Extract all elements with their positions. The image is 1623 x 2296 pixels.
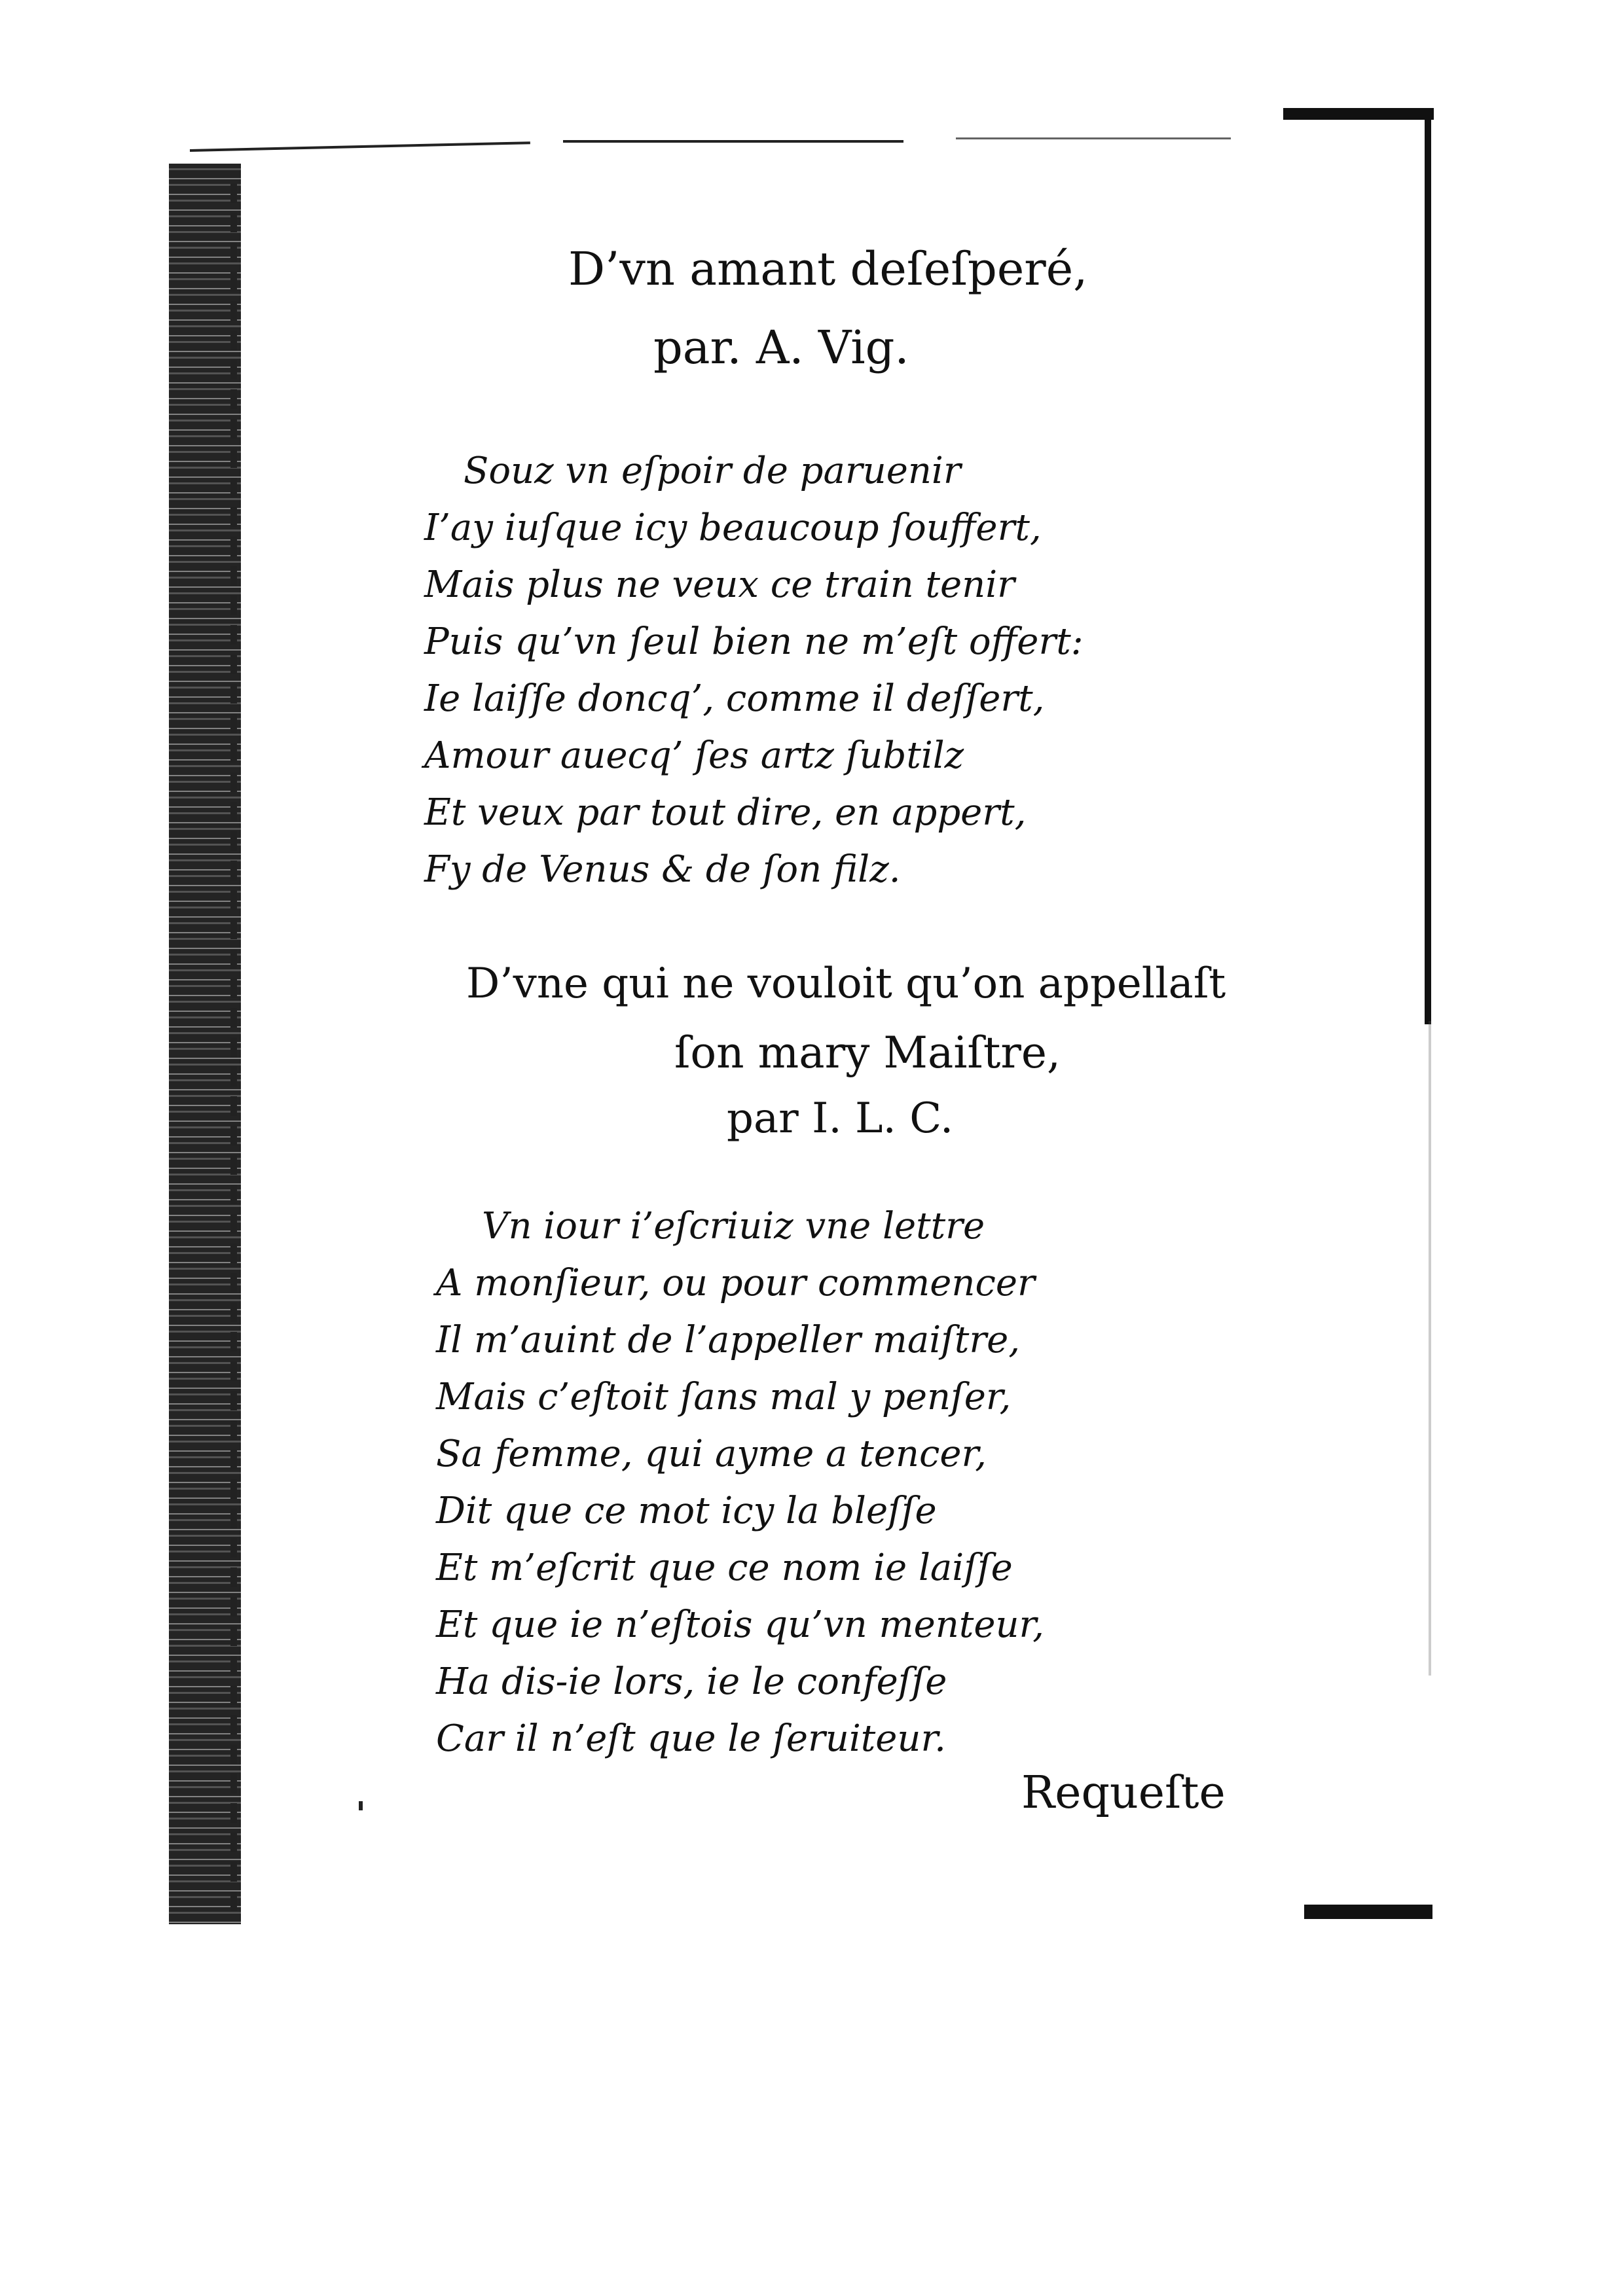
poem1-title: D’vn amant deſeſperé, <box>568 242 1088 296</box>
verse-line: Souz vn eſpoir de paruenir <box>464 450 961 492</box>
verse-line: Vn iour i’eſcriuiz vne lettre <box>482 1205 985 1247</box>
catchword: Requeſte <box>1021 1767 1226 1819</box>
verse-line: Mais c’eſtoit ſans mal y penſer, <box>436 1376 1012 1418</box>
poem2-title-line2: ſon mary Maiſtre, <box>674 1028 1061 1078</box>
page-edge-line <box>190 141 530 152</box>
poem2-verse <box>436 1198 1044 1767</box>
verse-line: Puis qu’vn ſeul bien ne m’eſt offert: <box>424 620 1084 663</box>
scan-frame-top <box>1283 108 1434 120</box>
verse-line: Car il n’eſt que le ſeruiteur. <box>436 1717 946 1760</box>
verse-line: Ha dis-ie lors, ie le confeſſe <box>436 1660 947 1703</box>
verse-line: I’ay iuſque icy beaucoup ſouffert, <box>424 507 1042 549</box>
scan-frame-bottom <box>1304 1905 1432 1919</box>
poem2-author: par I. L. C. <box>727 1094 954 1143</box>
poem2-title-line1: D’vne qui ne vouloit qu’on appellaſt <box>466 960 1226 1008</box>
poem1-author: par. A. Vig. <box>653 321 909 374</box>
verse-line: Il m’auint de l’appeller maiſtre, <box>436 1319 1021 1361</box>
verse-line: Sa femme, qui ayme a tencer, <box>436 1433 987 1475</box>
ink-speck <box>359 1801 363 1810</box>
page-edge-line <box>956 137 1231 139</box>
verse-line: A monſieur, ou pour commencer <box>436 1262 1035 1304</box>
poem1-verse <box>424 442 1084 898</box>
verse-line: Ie laiſſe doncq’, comme il deſſert, <box>424 677 1045 720</box>
verse-line: Et m’eſcrit que ce nom ie laiſſe <box>436 1547 1013 1589</box>
page-edge-line <box>563 140 903 143</box>
scan-frame-right <box>1425 108 1431 1024</box>
verse-line: Et que ie n’eſtois qu’vn menteur, <box>436 1604 1044 1646</box>
scan-frame-right-faint <box>1429 1021 1431 1676</box>
verse-line: Mais plus ne veux ce train tenir <box>424 564 1015 606</box>
verse-line: Fy de Venus & de ſon filz. <box>424 848 901 891</box>
binding-edge <box>230 183 237 1911</box>
verse-line: Dit que ce mot icy la bleſſe <box>436 1490 937 1532</box>
verse-line: Et veux par tout dire, en appert, <box>424 791 1027 834</box>
verse-line: Amour auecq’ ſes artz ſubtilz <box>424 734 964 777</box>
